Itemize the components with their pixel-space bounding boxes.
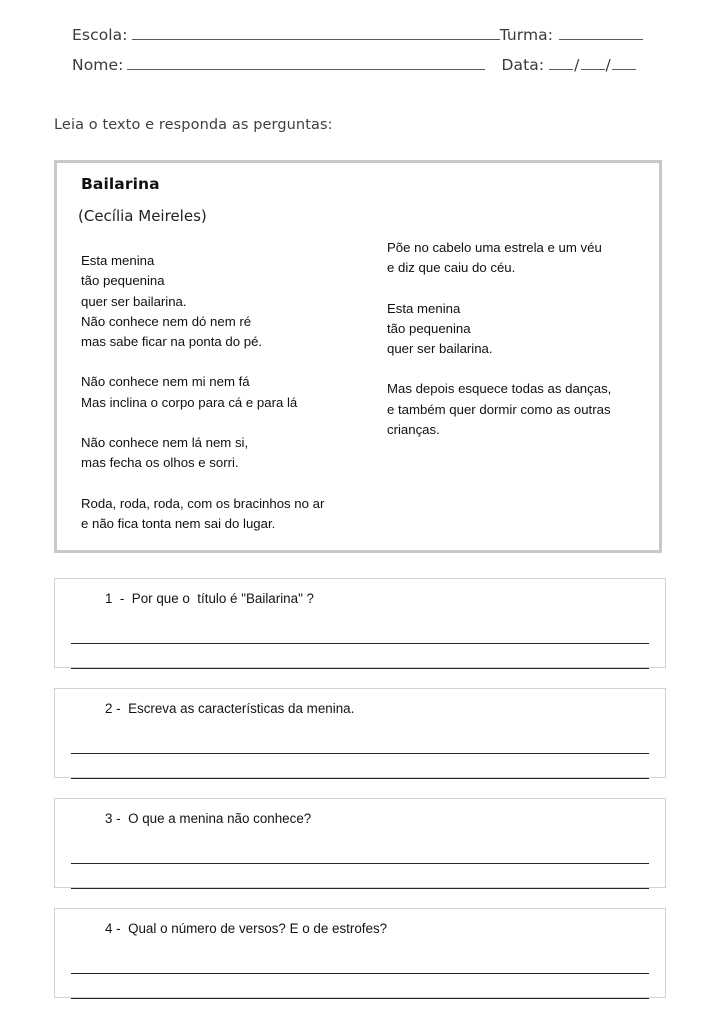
poem-verse: Mas inclina o corpo para cá e para lá xyxy=(81,394,298,410)
answer-line[interactable] xyxy=(71,619,649,644)
data-separator-2: / xyxy=(605,56,611,74)
question-text-2: 2 - Escreva as características da menina. xyxy=(105,701,355,716)
poem-verse: mas sabe ficar na ponta do pé. xyxy=(81,334,263,350)
question-box-4 xyxy=(54,908,666,998)
poem-stanza xyxy=(81,372,381,413)
question-text-3: 3 - O que a menina não conhece? xyxy=(105,811,312,826)
answer-lines-2[interactable] xyxy=(71,729,649,779)
instruction-text: Leia o texto e responda as perguntas: xyxy=(54,117,333,133)
question-box-1 xyxy=(54,578,666,668)
poem-verse: e não fica tonta nem sai do lugar. xyxy=(81,515,276,531)
question-text-1: 1 - Por que o título é "Bailarina" ? xyxy=(105,591,314,606)
answer-line[interactable] xyxy=(71,864,649,889)
data-label: Data: xyxy=(501,56,545,74)
turma-label: Turma: xyxy=(499,26,554,44)
poem-stanza xyxy=(81,251,381,352)
poem-verse: Não conhece nem dó nem ré xyxy=(81,313,252,329)
data-separator-1: / xyxy=(574,56,580,74)
poem-author: (Cecília Meireles) xyxy=(78,207,207,225)
header-row-escola-turma xyxy=(72,24,652,54)
poem-verse: e também quer dormir como as outras xyxy=(387,401,611,417)
poem-verse: Mas depois esquece todas as danças, xyxy=(387,381,612,397)
data-year-blank[interactable] xyxy=(612,55,636,70)
poem-verse: mas fecha os olhos e sorri. xyxy=(81,455,239,471)
poem-stanza xyxy=(387,299,647,360)
poem-columns xyxy=(57,231,659,551)
poem-verse: tão pequenina xyxy=(387,320,471,336)
data-day-blank[interactable] xyxy=(549,55,573,70)
student-info-header xyxy=(72,24,652,84)
escola-label: Escola: xyxy=(72,26,128,44)
poem-verse: Esta menina xyxy=(81,253,155,268)
poem-stanza xyxy=(81,494,381,535)
poem-verse: quer ser bailarina. xyxy=(81,293,187,309)
answer-line[interactable] xyxy=(71,644,649,669)
poem-verse: e diz que caiu do céu. xyxy=(387,260,516,276)
turma-fill-line[interactable] xyxy=(559,24,643,40)
answer-lines-3[interactable] xyxy=(71,839,649,889)
escola-fill-line[interactable] xyxy=(132,24,500,40)
answer-lines-1[interactable] xyxy=(71,619,649,669)
question-box-2 xyxy=(54,688,666,778)
poem-title: Bailarina xyxy=(81,175,160,193)
poem-verse: Esta menina xyxy=(387,300,461,316)
data-month-blank[interactable] xyxy=(581,55,605,70)
poem-stanza xyxy=(81,433,381,474)
answer-line[interactable] xyxy=(71,839,649,864)
poem-verse: Roda, roda, roda, com os bracinhos no ar xyxy=(81,495,325,511)
poem-verse: quer ser bailarina. xyxy=(387,341,493,357)
poem-column-left xyxy=(81,251,381,534)
poem-verse: Põe no cabelo uma estrela e um véu xyxy=(387,240,602,255)
poem-column-right xyxy=(387,238,647,440)
answer-line[interactable] xyxy=(71,949,649,974)
data-fill-group[interactable] xyxy=(549,55,636,74)
nome-label: Nome: xyxy=(72,56,124,74)
nome-fill-line[interactable] xyxy=(127,54,485,70)
answer-lines-4[interactable] xyxy=(71,949,649,999)
poem-verse: tão pequenina xyxy=(81,273,165,289)
poem-stanza xyxy=(387,379,647,440)
poem-verse: crianças. xyxy=(387,422,440,438)
poem-verse: Não conhece nem mi nem fá xyxy=(81,374,250,390)
header-row-nome-data xyxy=(72,54,652,84)
answer-line[interactable] xyxy=(71,729,649,754)
poem-box xyxy=(54,160,662,553)
poem-verse: Não conhece nem lá nem si, xyxy=(81,435,249,451)
answer-line[interactable] xyxy=(71,974,649,999)
question-box-3 xyxy=(54,798,666,888)
poem-stanza xyxy=(387,238,647,279)
answer-line[interactable] xyxy=(71,754,649,779)
question-text-4: 4 - Qual o número de versos? E o de estrofes? xyxy=(105,921,388,936)
